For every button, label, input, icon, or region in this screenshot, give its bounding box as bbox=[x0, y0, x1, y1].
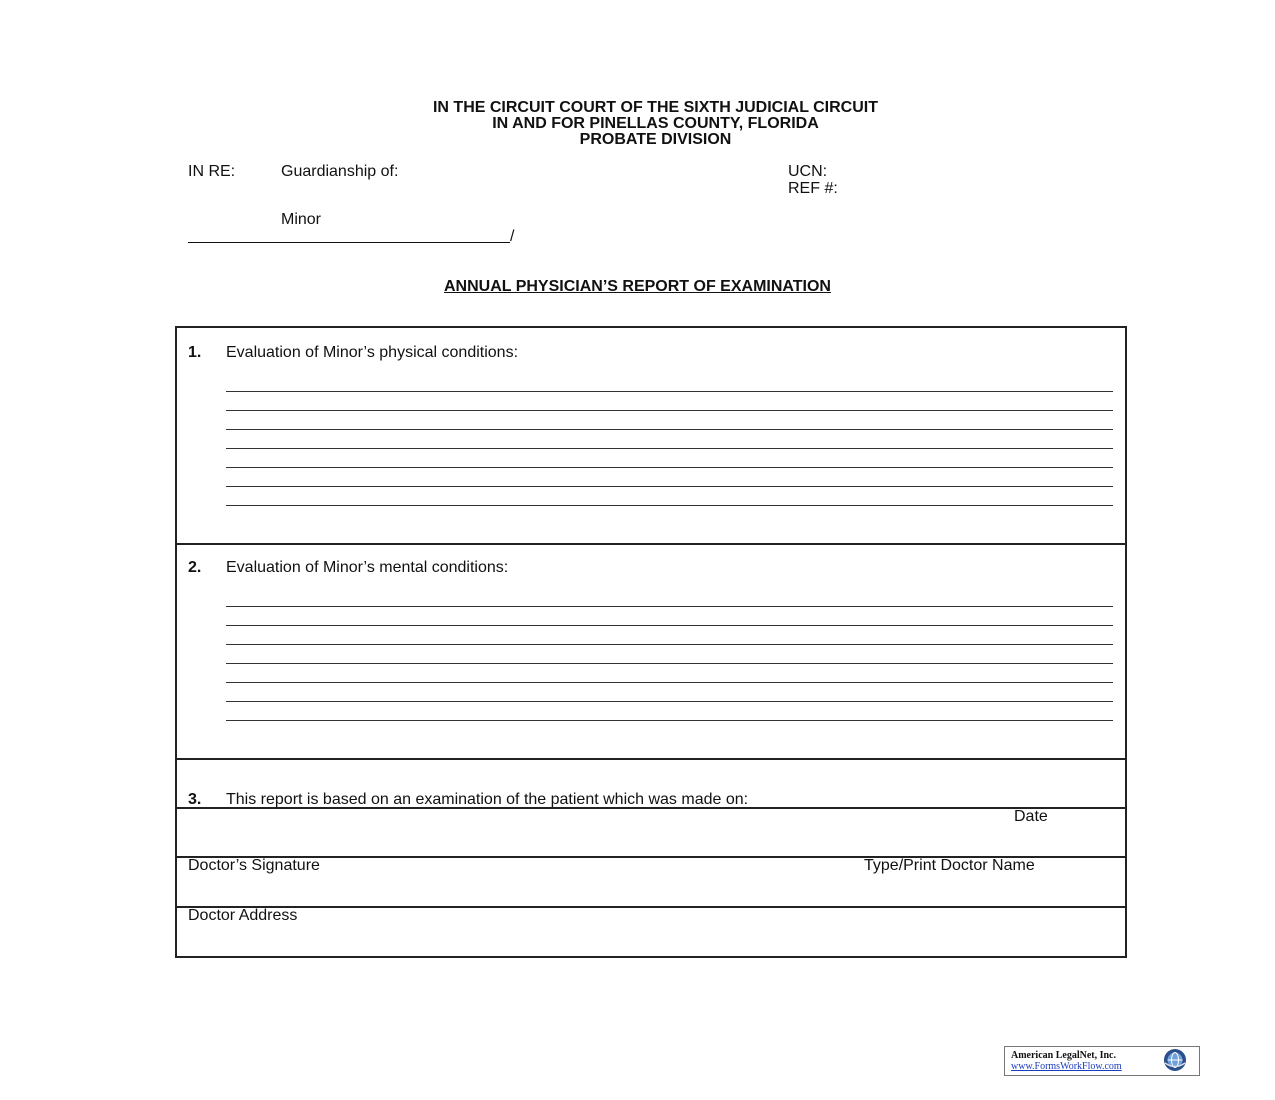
case-style-slash: / bbox=[510, 228, 515, 245]
doctor-address-label: Doctor Address bbox=[188, 907, 298, 924]
logo-company-name: American LegalNet, Inc. bbox=[1011, 1050, 1116, 1061]
court-header-line-1: IN THE CIRCUIT COURT OF THE SIXTH JUDICIAL CIRCUIT bbox=[432, 99, 879, 116]
section-1-number: 1. bbox=[188, 344, 202, 361]
section-3-number: 3. bbox=[188, 791, 202, 808]
physical-conditions-line[interactable] bbox=[226, 486, 1113, 487]
physical-conditions-line[interactable] bbox=[226, 505, 1113, 506]
globe-icon bbox=[1163, 1048, 1187, 1072]
mental-conditions-line[interactable] bbox=[226, 644, 1113, 645]
mental-conditions-line[interactable] bbox=[226, 625, 1113, 626]
section-2-number: 2. bbox=[188, 559, 202, 576]
physical-conditions-line[interactable] bbox=[226, 467, 1113, 468]
doctor-signature-label: Doctor’s Signature bbox=[188, 857, 320, 874]
mental-conditions-line[interactable] bbox=[226, 682, 1113, 683]
date-label: Date bbox=[1014, 808, 1048, 825]
physical-conditions-line[interactable] bbox=[226, 410, 1113, 411]
section-1-label: Evaluation of Minor’s physical conditions: bbox=[226, 344, 519, 361]
mental-conditions-line[interactable] bbox=[226, 701, 1113, 702]
mental-conditions-line[interactable] bbox=[226, 606, 1113, 607]
section-divider bbox=[177, 758, 1125, 760]
date-signature-line[interactable] bbox=[177, 807, 1125, 809]
mental-conditions-line[interactable] bbox=[226, 720, 1113, 721]
case-style-underline bbox=[188, 242, 510, 243]
court-header-line-2: IN AND FOR PINELLAS COUNTY, FLORIDA bbox=[492, 115, 819, 132]
court-header-line-3: PROBATE DIVISION bbox=[579, 131, 732, 148]
american-legalnet-logo[interactable] bbox=[1004, 1046, 1200, 1076]
ucn-label: UCN: bbox=[788, 163, 828, 180]
guardianship-of-label: Guardianship of: bbox=[281, 163, 399, 180]
physical-conditions-line[interactable] bbox=[226, 429, 1113, 430]
report-form-box bbox=[175, 326, 1127, 958]
section-3-label: This report is based on an examination of the patient which was made on: bbox=[226, 791, 749, 808]
ref-label: REF #: bbox=[788, 180, 838, 197]
in-re-label: IN RE: bbox=[188, 163, 236, 180]
address-line[interactable] bbox=[177, 906, 1125, 908]
section-divider bbox=[177, 543, 1125, 545]
physical-conditions-line[interactable] bbox=[226, 391, 1113, 392]
minor-label: Minor bbox=[281, 211, 322, 228]
mental-conditions-line[interactable] bbox=[226, 663, 1113, 664]
page-title: ANNUAL PHYSICIAN’S REPORT OF EXAMINATION bbox=[444, 278, 831, 295]
physical-conditions-line[interactable] bbox=[226, 448, 1113, 449]
section-2-label: Evaluation of Minor’s mental conditions: bbox=[226, 559, 509, 576]
logo-website-link[interactable]: www.FormsWorkFlow.com bbox=[1011, 1061, 1122, 1072]
doctor-name-label: Type/Print Doctor Name bbox=[864, 857, 1035, 874]
